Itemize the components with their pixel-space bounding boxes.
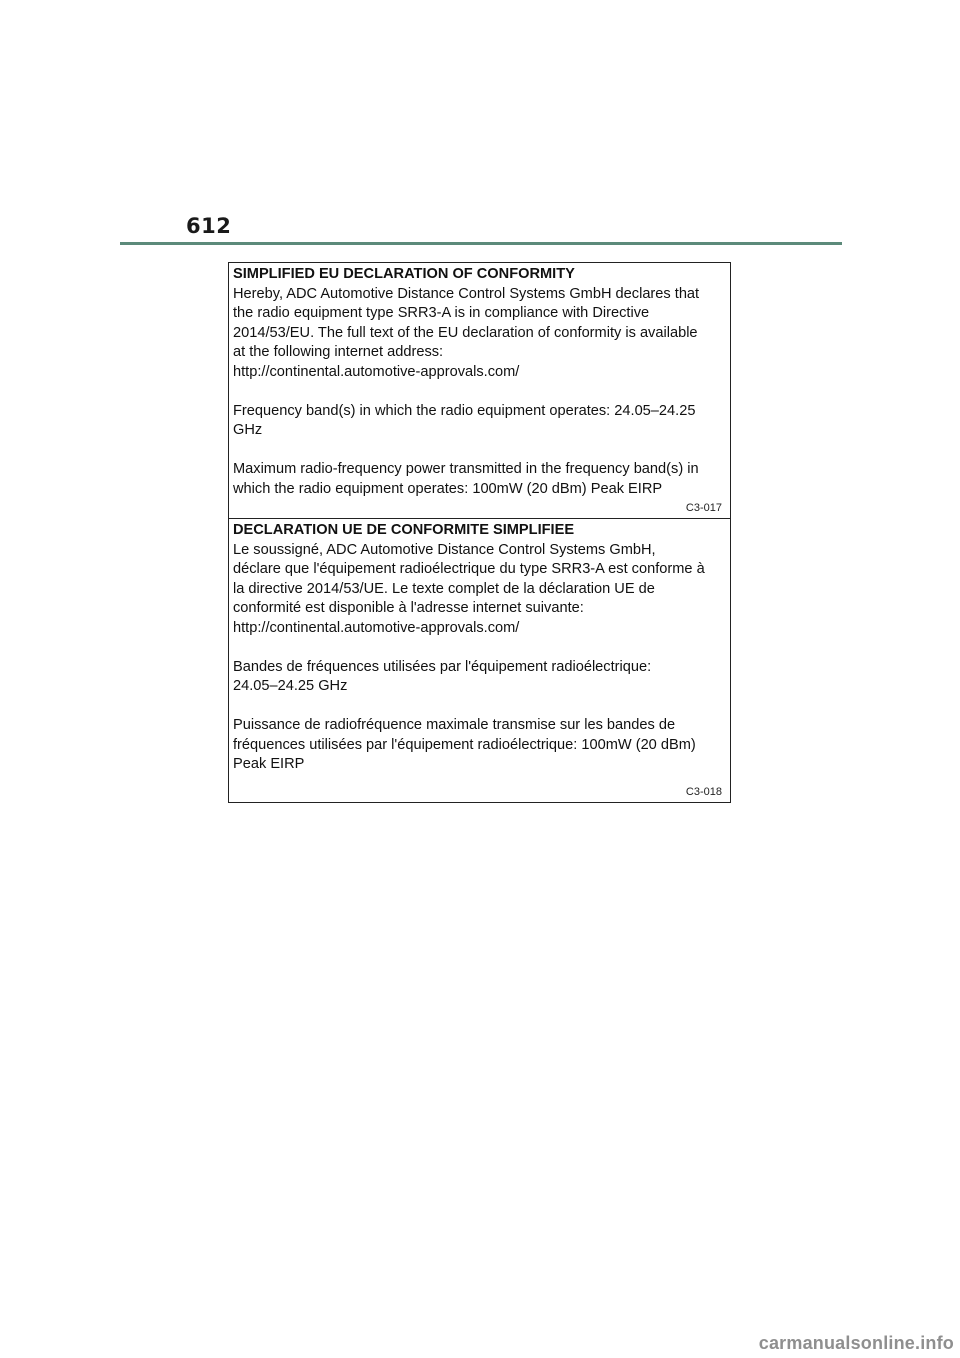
text-line: Le soussigné, ADC Automotive Distance Control Systems GmbH, (233, 541, 656, 558)
site-watermark: carmanualsonline.info (758, 1333, 954, 1353)
text-line: conformité est disponible à l'adresse internet suivante: (233, 600, 584, 616)
text-line: Maximum radio-frequency power transmitted in the frequency band(s) in (233, 461, 699, 477)
max-power-paragraph (233, 716, 727, 775)
declaration-paragraph (233, 541, 727, 639)
eu-declaration-english (229, 263, 730, 518)
text-line: GHz (233, 422, 263, 438)
section-title: SIMPLIFIED EU DECLARATION OF CONFORMITY (233, 266, 575, 282)
text-line: Bandes de fréquences utilisées par l'équipement radioélectrique: (233, 658, 652, 675)
page-number: 612 (186, 214, 232, 238)
max-power-paragraph (233, 460, 727, 499)
eu-declaration-french (229, 518, 730, 802)
text-line: which the radio equipment operates: 100mW (20 dBm) Peak EIRP (233, 480, 663, 497)
text-line: 2014/53/EU. The full text of the EU declaration of conformity is available (233, 324, 698, 341)
approvals-url: http://continental.automotive-approvals.com/ (233, 619, 520, 636)
declaration-paragraph (233, 285, 727, 383)
text-line: la directive 2014/53/UE. Le texte complet de la déclaration UE de (233, 580, 655, 597)
text-line: Puissance de radiofréquence maximale transmise sur les bandes de (233, 717, 676, 733)
approvals-url: http://continental.automotive-approvals.com/ (233, 363, 520, 380)
text-line: Hereby, ADC Automotive Distance Control Systems GmbH declares that (233, 285, 700, 302)
text-line: fréquences utilisées par l'équipement radioélectrique: 100mW (20 dBm) (233, 736, 696, 753)
declaration-box (228, 262, 731, 803)
frequency-band-paragraph (233, 402, 727, 441)
text-line: 24.05–24.25 GHz (233, 678, 348, 694)
header-divider (120, 242, 842, 245)
reference-code: C3-017 (685, 502, 722, 514)
frequency-band-paragraph (233, 658, 727, 697)
text-line: déclare que l'équipement radioélectrique du type SRR3-A est conforme à (233, 561, 705, 577)
reference-code: C3-018 (685, 785, 722, 798)
section-title: DECLARATION UE DE CONFORMITE SIMPLIFIEE (233, 522, 575, 538)
text-line: the radio equipment type SRR3-A is in compliance with Directive (233, 305, 650, 321)
text-line: at the following internet address: (233, 344, 444, 360)
text-line: Peak EIRP (233, 756, 305, 772)
text-line: Frequency band(s) in which the radio equipment operates: 24.05–24.25 (233, 402, 696, 419)
